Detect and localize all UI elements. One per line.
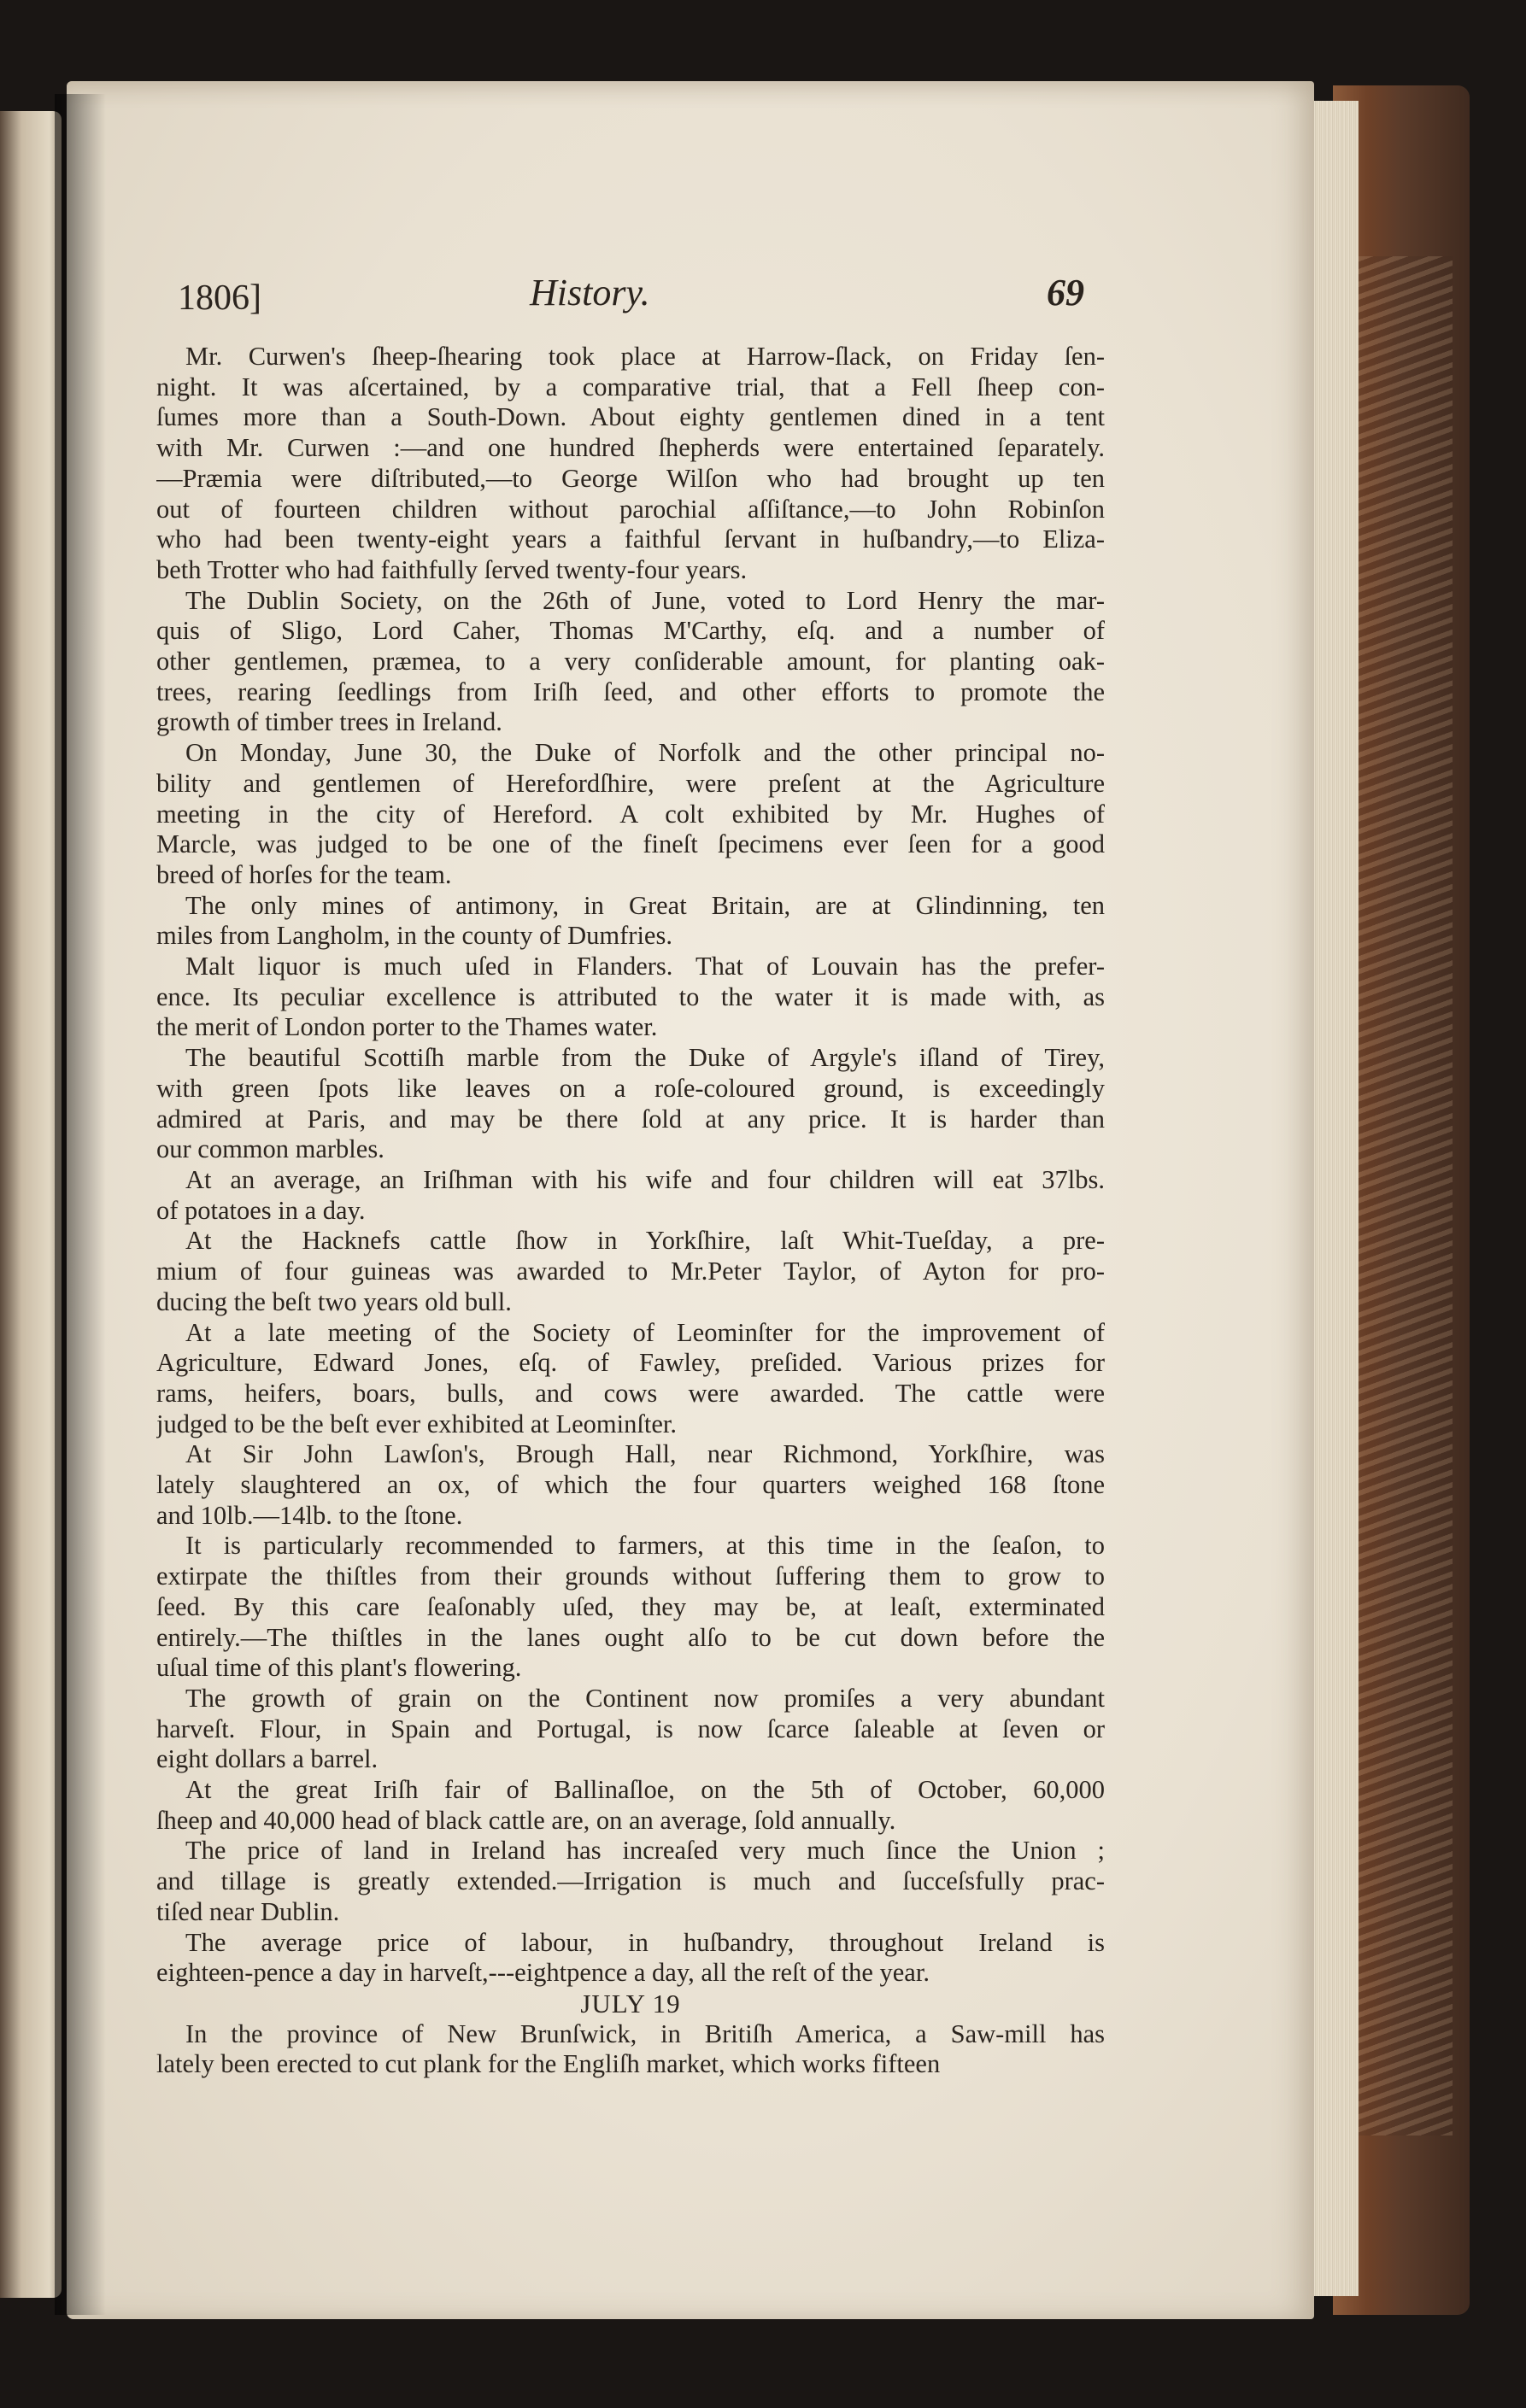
paragraph [156,342,1105,586]
date-heading: JULY 19 [580,1988,681,2018]
text-line: tiſed near Dublin. [156,1896,340,1926]
text-line: quis of Sligo, Lord Caher, Thomas M'Carthy, eſq. and a number of [156,616,1105,646]
text-line: lately been erected to cut plank for the Engliſh market, which works fifteen [156,2049,941,2079]
text-line: Marcle, was judged to be one of the fineſt ſpecimens ever ſeen for a good [156,829,1105,859]
text-line: entirely.—The thiſtles in the lanes ought alſo to be cut down before the [156,1622,1105,1652]
text-line: growth of timber trees in Ireland. [156,707,502,737]
text-line: At the Hacknefs cattle ſhow in Yorkſhire, laſt Whit-Tueſday, a pre- [185,1226,1105,1256]
text-line: miles from Langholm, in the county of Dumfries. [156,921,672,951]
paragraph [156,1226,1105,1317]
text-line: The price of land in Ireland has increaſed very much ſince the Union ; [185,1836,1105,1866]
text-line: trees, rearing ſeedlings from Iriſh ſeed, and other efforts to promote the [156,677,1105,706]
text-line: Agriculture, Edward Jones, eſq. of Fawley, preſided. Various prizes for [156,1348,1105,1378]
text-line: ſheep and 40,000 head of black cattle are, on an average, ſold annually. [156,1805,896,1835]
paragraph [156,1165,1105,1226]
paragraph [156,1043,1105,1165]
text-line: Malt liquor is much uſed in Flanders. That of Louvain has the prefer- [185,952,1105,981]
text-line: beth Trotter who had faithfully ſerved twenty-four years. [156,554,748,584]
text-line: At an average, an Iriſhman with his wife and four children will eat 37lbs. [185,1164,1105,1194]
text-line: admired at Paris, and may be there ſold at any price. It is harder than [156,1104,1105,1134]
text-line: of potatoes in a day. [156,1195,366,1225]
text-line: uſual time of this plant's flowering. [156,1653,522,1683]
text-line: The growth of grain on the Continent now promiſes a very abundant [185,1683,1105,1713]
paragraph [156,1836,1105,1927]
paragraph [156,891,1105,952]
text-line: meeting in the city of Hereford. A colt exhibited by Mr. Hughes of [156,799,1105,829]
text-line: eight dollars a barrel. [156,1744,379,1774]
text-line: judged to be the beſt ever exhibited at Leominſter. [156,1409,677,1438]
text-line: On Monday, June 30, the Duke of Norfolk and the other principal no- [185,738,1105,768]
text-line: ence. Its peculiar excellence is attributed to the water it is made with, as [156,981,1105,1011]
text-line: eighteen-pence a day in harveſt,---eightpence a day, all the reſt of the year. [156,1958,930,1988]
paragraph [156,952,1105,1043]
paragraph [156,1439,1105,1531]
text-line: lately slaughtered an ox, of which the four quarters weighed 168 ſtone [156,1470,1105,1500]
paragraph [156,1775,1105,1836]
text-line: extirpate the thiſtles from their grounds without ſuffering them to grow to [156,1561,1105,1591]
cover-leather-texture [1359,256,1453,2136]
left-page-edge [0,111,62,2298]
text-line: It is particularly recommended to farmers, at this time in the ſeaſon, to [185,1531,1105,1561]
text-line: who had been twenty-eight years a faithful ſervant in huſbandry,—to Eliza- [156,524,1105,554]
paragraph [156,738,1105,891]
running-head-title: History. [530,272,650,313]
text-line: the merit of London porter to the Thames water. [156,1012,658,1042]
paragraph [156,1531,1105,1684]
text-line: night. It was aſcertained, by a comparative trial, that a Fell ſheep con- [156,372,1105,401]
text-line: harveſt. Flour, in Spain and Portugal, is now ſcarce ſaleable at ſeven or [156,1714,1105,1743]
text-line: Mr. Curwen's ſheep-ſhearing took place at Harrow-ſlack, on Friday ſen- [185,342,1105,371]
text-line: with green ſpots like leaves on a roſe-coloured ground, is exceedingly [156,1073,1105,1103]
text-line: with Mr. Curwen :—and one hundred ſhepherds were entertained ſeparately. [156,433,1105,463]
page-number: 69 [1047,272,1084,313]
text-line: The average price of labour, in huſbandry, throughout Ireland is [185,1927,1105,1957]
text-line: ſeed. By this care ſeaſonably uſed, they may be, at leaſt, exterminated [156,1591,1105,1621]
text-line: out of fourteen children without parochial aſſiſtance,—to John Robinſon [156,494,1105,524]
running-head-year: 1806] [178,278,261,318]
text-line: other gentlemen, præmea, to a very conſiderable amount, for planting oak- [156,647,1105,677]
body-text [156,342,1105,2080]
text-line: —Præmia were diſtributed,—to George Wilſon who had brought up ten [156,463,1105,493]
running-head [94,269,1102,329]
paragraph [156,2019,1105,2080]
text-line: mium of four guineas was awarded to Mr.Peter Taylor, of Ayton for pro- [156,1257,1105,1286]
text-line: The beautiful Scottiſh marble from the Duke of Argyle's iſland of Tirey, [185,1043,1105,1073]
paragraph [156,1928,1105,1989]
text-line: At a late meeting of the Society of Leominſter for the improvement of [185,1317,1105,1347]
text-line: our common marbles. [156,1134,384,1164]
paragraph [156,586,1105,739]
text-line: The Dublin Society, on the 26th of June, voted to Lord Henry the mar- [185,585,1105,615]
text-line: At the great Iriſh fair of Ballinaſloe, on the 5th of October, 60,000 [185,1775,1105,1805]
text-line: and tillage is greatly extended.—Irrigation is much and ſucceſsfully prac- [156,1866,1105,1896]
text-line: and 10lb.—14lb. to the ſtone. [156,1500,463,1530]
text-line: The only mines of antimony, in Great Britain, are at Glindinning, ten [185,890,1105,920]
text-line: At Sir John Lawſon's, Brough Hall, near Richmond, Yorkſhire, was [185,1439,1105,1469]
text-line: In the province of New Brunſwick, in Britiſh America, a Saw-mill has [185,2018,1105,2048]
text-line: bility and gentlemen of Herefordſhire, were preſent at the Agriculture [156,768,1105,798]
paragraph [156,1318,1105,1440]
text-line: ſumes more than a South-Down. About eighty gentlemen dined in a tent [156,402,1105,432]
text-line: breed of horſes for the team. [156,859,452,889]
text-line: ducing the beſt two years old bull. [156,1286,512,1316]
text-line: rams, heifers, boars, bulls, and cows were awarded. The cattle were [156,1378,1105,1408]
paragraph [156,1684,1105,1775]
